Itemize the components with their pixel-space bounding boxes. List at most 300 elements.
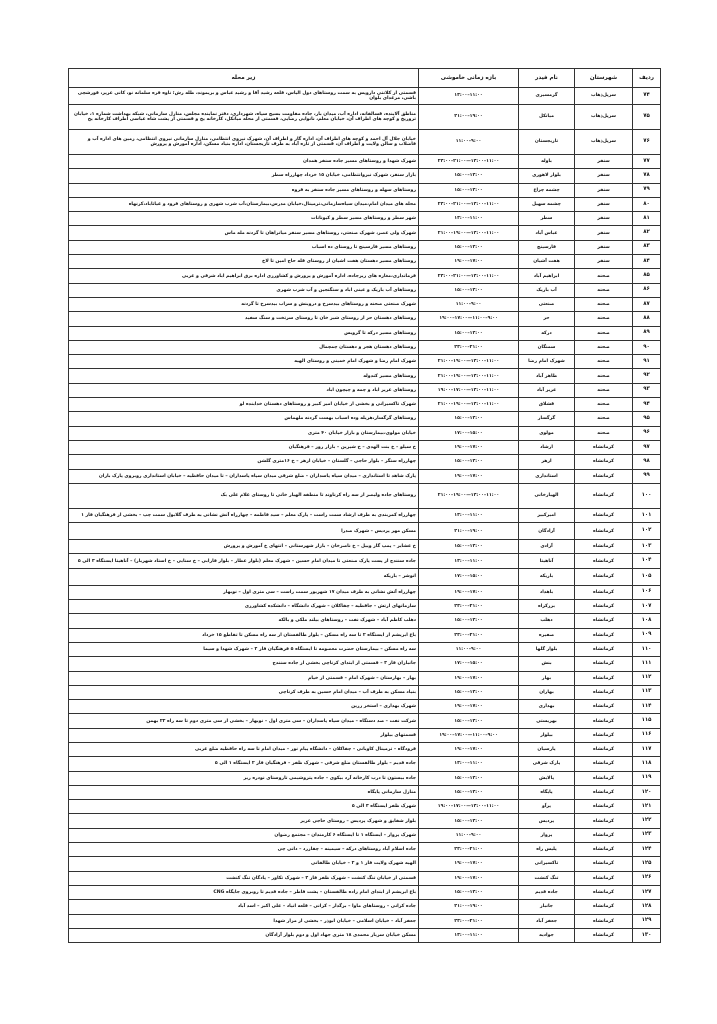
row-feeder: ارشاد — [519, 440, 575, 454]
row-feeder: فارسینج — [519, 240, 575, 254]
row-area: شرکت نفت – صد دستگاه – میدان سپاه پاسداران – سی متری اول – نوبهار – بخشی از سی متری دوم تا سه راه ۲۲ بهمن — [69, 714, 419, 728]
row-feeder: شهرک امام رضا — [519, 355, 575, 369]
row-feeder: تازیجستان — [519, 130, 575, 155]
row-time: ۲۱:۰۰–۲۳:۰۰ — [419, 340, 519, 354]
row-index: ۱۲۸ — [633, 900, 661, 914]
table-row — [69, 614, 661, 628]
header-index: ردیف — [633, 69, 661, 88]
row-time: ۱۱:۰۰–۱۳:۰۰—۱۹:۰۰–۲۱:۰۰ — [419, 226, 519, 240]
row-area: جاده کرانی – روستاهای ماوا – برگدار – کرانی – قلعه انیاد – علی اکبر – اسد آباد — [69, 900, 419, 914]
row-area: محله های میدان امام،میدان سیاه‌سازمانی،ترمینال،خیابان مدرس،بیمارستان،آب شرب شهری و روستاهای فرود و غیاثاباد،کزنهاه — [69, 197, 419, 211]
row-index: ۱۰۵ — [633, 568, 661, 585]
row-city: کرمانشاه — [575, 785, 633, 799]
row-area: جاده اسلام آباد روستاهای درکه – سیمینه – چقازرد – دانی چی — [69, 843, 419, 857]
row-city: سنقر — [575, 197, 633, 211]
row-city: سنقر — [575, 169, 633, 183]
row-area: مناطق آلاینده، قسالقانه، اداره آب، میدان بار، جاده مقاومت بسیج سپاه، شهرداری، دفتر نماینده مجلس، منازل سازمانی، شبکه بهداشت شماره ۱، خیابان تروریخ و کوچه های اطراف آن، خیابان معلم، نانوایی رضایی، قسمتی از محله میانکل، کارخانه یخ و قسمتی از پشت شاه عباسی اطراف کارخانه یخ — [69, 105, 419, 130]
row-feeder: تاکسیرانی — [519, 857, 575, 871]
table-row — [69, 600, 661, 614]
row-index: ۸۳ — [633, 240, 661, 254]
row-area: چهارراه سنگر – بلوار حاجی – گلستان – خیابان ازهر – خ ۱۶متری گلشن — [69, 455, 419, 469]
row-area: روستاهای مسیر فارسینج تا روستای ده اسباب — [69, 240, 419, 254]
row-index: ۸۲ — [633, 226, 661, 240]
row-time: ۱۱:۰۰–۱۳:۰۰—۱۹:۰۰–۲۱:۰۰ — [419, 369, 519, 383]
row-index: ۷۵ — [633, 105, 661, 130]
row-index: ۱۱۳ — [633, 685, 661, 699]
row-area: سه راه مسکن – بیمارستان حضرت معصومه تا ایستگاه ۵ فرهنگیان فاز ۲ – شهرک شهدا و سیما — [69, 642, 419, 656]
row-time: ۱۳:۰۰–۱۵:۰۰ — [419, 283, 519, 297]
row-city: سنقر — [575, 183, 633, 197]
row-time: ۱۹:۰۰–۲۱:۰۰ — [419, 900, 519, 914]
row-area: بازار سنقر، شهرک نیروانتظامی، خیابان ۱۵ خرداد چهارراه سطر — [69, 169, 419, 183]
row-index: ۱۰۱ — [633, 508, 661, 522]
row-city: صحنه — [575, 383, 633, 397]
row-feeder: جعفر آباد — [519, 914, 575, 928]
row-time: ۹:۰۰–۱۱:۰۰—۱۷:۰۰–۱۹:۰۰ — [419, 312, 519, 326]
row-feeder: جوادیه — [519, 928, 575, 942]
row-time: ۱۵:۰۰–۱۷:۰۰ — [419, 426, 519, 440]
row-time: ۲۱:۰۰–۲۳:۰۰ — [419, 914, 519, 928]
row-index: ۹۲ — [633, 369, 661, 383]
row-time: ۱۱:۰۰–۱۳:۰۰ — [419, 508, 519, 522]
row-index: ۱۲۶ — [633, 871, 661, 885]
row-index: ۱۰۶ — [633, 585, 661, 599]
row-city: کرمانشاه — [575, 714, 633, 728]
row-feeder: استانداری — [519, 469, 575, 483]
row-time: ۱۷:۰۰–۱۹:۰۰ — [419, 469, 519, 483]
row-time: ۹:۰۰–۱۱:۰۰ — [419, 642, 519, 656]
row-feeder: جاده قدیم — [519, 885, 575, 899]
row-time: ۱۳:۰۰–۱۵:۰۰ — [419, 885, 519, 899]
row-feeder: آزادی — [519, 540, 575, 554]
row-area: شهرک ظفر ایستگاه ۳ الی ۵ — [69, 800, 419, 814]
row-time: ۲۱:۰۰–۲۳:۰۰ — [419, 628, 519, 642]
row-area: چهارراه آتش نشانی به طرف میدان ۱۷ شهریور سمت راست – سی متری اول – نوبهار — [69, 585, 419, 599]
table-row — [69, 814, 661, 828]
row-area: روستاهای مسیر درکه تا گرویس — [69, 326, 419, 340]
row-index: ۹۳ — [633, 383, 661, 397]
row-time: ۱۳:۰۰–۱۵:۰۰ — [419, 714, 519, 728]
row-area: خ عشایر – پمپ گاز وییل – خ ناصرخان – بازار شهرستانی – انتهای خ آموزش و پرورش — [69, 540, 419, 554]
row-area: منازل سازمانی پایگاه — [69, 785, 419, 799]
row-city: کرمانشاه — [575, 685, 633, 699]
row-city: کرمانشاه — [575, 885, 633, 899]
row-index: ۸۴ — [633, 255, 661, 269]
row-index: ۸۷ — [633, 297, 661, 311]
row-index: ۹۷ — [633, 440, 661, 454]
table-row — [69, 900, 661, 914]
row-index: ۹۴ — [633, 398, 661, 412]
row-time: ۲۱:۰۰–۲۳:۰۰ — [419, 843, 519, 857]
table-row — [69, 412, 661, 426]
row-index: ۱۰۹ — [633, 628, 661, 642]
row-feeder: پرآو — [519, 800, 575, 814]
row-city: سرپل‌ذهاب — [575, 130, 633, 155]
row-time: ۱۳:۰۰–۱۵:۰۰ — [419, 771, 519, 785]
row-area: شهرک بهداری – استخر زرین — [69, 700, 419, 714]
table-row — [69, 885, 661, 899]
row-feeder: بنش — [519, 657, 575, 671]
row-area: بهار – بهارستان – شهرک امام – قسمتی از خیام — [69, 671, 419, 685]
table-row — [69, 568, 661, 585]
header-feeder: نام فیدر — [519, 69, 575, 88]
row-index: ۱۰۴ — [633, 554, 661, 568]
row-time: ۱۳:۰۰–۱۵:۰۰ — [419, 614, 519, 628]
row-area: باغ ابریشم از ابتدای امام زاده طالقستان – پشت فاطر – جاده قدیم تا روبروی جایگاه CNG — [69, 885, 419, 899]
row-index: ۱۱۵ — [633, 714, 661, 728]
row-city: کرمانشاه — [575, 614, 633, 628]
table-row — [69, 728, 661, 742]
row-city: سنقر — [575, 240, 633, 254]
row-city: سرپل‌ذهاب — [575, 88, 633, 105]
row-city: صحنه — [575, 355, 633, 369]
row-area: چهارراه کمربندی به طرف ارشاد سمت راست – پارک معلم – سید فاطمه – چهارراه آتش نشانی به طرف گلابول سمت چپ – بخشی از فرهنگیان فاز ۱ — [69, 508, 419, 522]
row-index: ۹۸ — [633, 455, 661, 469]
row-index: ۱۲۳ — [633, 828, 661, 842]
row-time: ۹:۰۰–۱۱:۰۰ — [419, 297, 519, 311]
row-time: ۱۳:۰۰–۱۵:۰۰ — [419, 183, 519, 197]
row-feeder: بهار — [519, 671, 575, 685]
table-row — [69, 540, 661, 554]
row-feeder: پایگاه — [519, 785, 575, 799]
row-city: صحنه — [575, 283, 633, 297]
row-city: کرمانشاه — [575, 469, 633, 483]
row-feeder: برزکراه — [519, 600, 575, 614]
table-row — [69, 326, 661, 340]
row-city: کرمانشاه — [575, 483, 633, 508]
table-row — [69, 628, 661, 642]
table-row — [69, 130, 661, 155]
row-city: صحنه — [575, 326, 633, 340]
row-index: ۱۰۲ — [633, 523, 661, 540]
row-time: ۱۱:۰۰–۱۳:۰۰ — [419, 88, 519, 105]
table-row — [69, 771, 661, 785]
row-feeder: پردیس — [519, 814, 575, 828]
row-city: کرمانشاه — [575, 728, 633, 742]
row-area: باغ ابریشم از ایستگاه ۲ تا سه راه مسکن – بلوار طالقستان از سه راه مسکن تا تقاطع ۱۵ خرداد — [69, 628, 419, 642]
table-row — [69, 240, 661, 254]
row-area: قسمتی از کلانتی داروپس به سمت روستاهای دول الیاس، قلعه رشید آقا و رشید عباس و بریموند، طله رش؛ ناوه قره سلمانه نو، کانی عزیز، قورشچی باشی، مرغدای بلوان — [69, 88, 419, 105]
row-feeder: سمنگان — [519, 340, 575, 354]
row-city: سنقر — [575, 212, 633, 226]
row-index: ۱۲۴ — [633, 843, 661, 857]
row-area: روستاهای گرگسار،هریله وده اسباب بهست گردنه ملهماس — [69, 412, 419, 426]
row-area: روستاهای سهله و روستاهای مسیر جاده سنقر به قروه — [69, 183, 419, 197]
row-city: کرمانشاه — [575, 508, 633, 522]
table-header-row — [69, 69, 661, 88]
row-area: فرمانداری،مغازه های زیرجاده، اداره آموزش و پرورش و کشاورزی اداره برق ابراهیم اباد شرقی و غربی — [69, 269, 419, 283]
table-row — [69, 523, 661, 540]
row-index: ۸۵ — [633, 269, 661, 283]
outage-table — [68, 68, 661, 943]
row-time: ۱۳:۰۰–۱۵:۰۰ — [419, 169, 519, 183]
row-city: کرمانشاه — [575, 900, 633, 914]
row-feeder: درکه — [519, 326, 575, 340]
row-area: خیابان مولوی،بیمارستان و بازار خیابان ۴۰ متری — [69, 426, 419, 440]
table-row — [69, 843, 661, 857]
row-area: قسمتهای بیلوار — [69, 728, 419, 742]
row-index: ۱۰۳ — [633, 540, 661, 554]
row-city: کرمانشاه — [575, 585, 633, 599]
row-time: ۲۱:۰۰–۲۳:۰۰ — [419, 600, 519, 614]
table-row — [69, 642, 661, 656]
row-index: ۱۰۰ — [633, 483, 661, 508]
row-area: بلوار شقایق و شهرک پردیس – روستای حاجی عزیز — [69, 814, 419, 828]
table-row — [69, 857, 661, 871]
table-row — [69, 700, 661, 714]
row-city: کرمانشاه — [575, 523, 633, 540]
row-feeder: پرواز — [519, 828, 575, 842]
row-index: ۷۷ — [633, 155, 661, 169]
row-index: ۱۲۵ — [633, 857, 661, 871]
row-area: مسکن خیابان سرباز محمدی ۱۸ متری جهاد اول و دوم بلوار آزادگان — [69, 928, 419, 942]
table-row — [69, 312, 661, 326]
row-feeder: صنعتی — [519, 297, 575, 311]
row-city: صحنه — [575, 297, 633, 311]
row-index: ۱۳۰ — [633, 928, 661, 942]
row-area: شهرک پرواز – ایستگاه ۱ تا ایستگاه ۶ کارمندان – مجتمع رضوان — [69, 828, 419, 842]
row-area: شهرک تاکسیرانی و بخشی از خیابان امیر کبیر و روستاهای دهستان خدابنده لو — [69, 398, 419, 412]
row-feeder: گرمسیری — [519, 88, 575, 105]
row-index: ۱۲۹ — [633, 914, 661, 928]
row-index: ۱۰۸ — [633, 614, 661, 628]
row-time: ۹:۰۰–۱۱:۰۰—۱۷:۰۰–۱۹:۰۰ — [419, 728, 519, 742]
row-feeder: پارسیان — [519, 742, 575, 756]
row-city: صحنه — [575, 412, 633, 426]
row-city: کرمانشاه — [575, 742, 633, 756]
row-feeder: پارک شرقی — [519, 757, 575, 771]
table-row — [69, 398, 661, 412]
row-city: کرمانشاه — [575, 871, 633, 885]
row-time: ۱۷:۰۰–۱۹:۰۰ — [419, 255, 519, 269]
row-feeder: دهلب — [519, 614, 575, 628]
row-area: شهرک امام رضا و شهرک امام خمینی و روستای الهیه — [69, 355, 419, 369]
row-feeder: بهداری — [519, 700, 575, 714]
row-feeder: پالایش — [519, 771, 575, 785]
table-row — [69, 169, 661, 183]
row-city: کرمانشاه — [575, 828, 633, 842]
row-index: ۷۶ — [633, 130, 661, 155]
row-feeder: طاهر آباد — [519, 369, 575, 383]
table-row — [69, 800, 661, 814]
row-city: سنقر — [575, 155, 633, 169]
row-feeder: بهزیستی — [519, 714, 575, 728]
row-time: ۱۱:۰۰–۱۳:۰۰ — [419, 554, 519, 568]
row-feeder: باوله — [519, 155, 575, 169]
table-row — [69, 369, 661, 383]
row-feeder: قشلاق — [519, 398, 575, 412]
row-city: کرمانشاه — [575, 814, 633, 828]
table-row — [69, 671, 661, 685]
table-row — [69, 871, 661, 885]
row-feeder: گرگسار — [519, 412, 575, 426]
row-area: قسمتی از خیابان تنگ کنشت – شهرک ظفر فاز ۳ – شهرک تکاور – پادگان تنگ کنشت — [69, 871, 419, 885]
row-index: ۱۱۹ — [633, 771, 661, 785]
row-area: مسکن مهر پردیس – شهرک صدرا — [69, 523, 419, 540]
row-feeder: جانباز — [519, 900, 575, 914]
row-time: ۱۱:۰۰–۱۳:۰۰—۱۷:۰۰–۱۹:۰۰ — [419, 800, 519, 814]
row-index: ۱۱۴ — [633, 700, 661, 714]
row-city: کرمانشاه — [575, 914, 633, 928]
row-area: روستاهای مسیر کندوله — [69, 369, 419, 383]
table-row — [69, 828, 661, 842]
row-city: کرمانشاه — [575, 628, 633, 642]
row-time: ۱۷:۰۰–۱۹:۰۰ — [419, 440, 519, 454]
row-feeder: هفت آشیان — [519, 255, 575, 269]
row-time: ۱۳:۰۰–۱۵:۰۰ — [419, 685, 519, 699]
row-index: ۸۸ — [633, 312, 661, 326]
row-index: ۱۱۷ — [633, 742, 661, 756]
row-time: ۱۱:۰۰–۱۳:۰۰ — [419, 212, 519, 226]
row-index: ۱۲۷ — [633, 885, 661, 899]
row-index: ۹۶ — [633, 426, 661, 440]
row-index: ۱۰۷ — [633, 600, 661, 614]
row-city: صحنه — [575, 369, 633, 383]
row-city: صحنه — [575, 312, 633, 326]
row-feeder: بیلوار — [519, 728, 575, 742]
table-row — [69, 88, 661, 105]
outage-schedule-sheet — [68, 68, 660, 943]
row-time: ۱۷:۰۰–۱۹:۰۰ — [419, 585, 519, 599]
table-body — [69, 88, 661, 943]
row-index: ۹۹ — [633, 469, 661, 483]
row-time: ۱۱:۰۰–۱۳:۰۰—۱۹:۰۰–۲۱:۰۰ — [419, 355, 519, 369]
row-feeder: باریکه — [519, 568, 575, 585]
row-area: روستاهای مسیر دهستان هفت اشیان از روستای قله حاج امین تا لاخ — [69, 255, 419, 269]
row-city: کرمانشاه — [575, 554, 633, 568]
row-time: ۱۱:۰۰–۱۳:۰۰—۲۱:۰۰–۲۳:۰۰ — [419, 269, 519, 283]
row-city: صحنه — [575, 340, 633, 354]
row-time: ۱۳:۰۰–۱۵:۰۰ — [419, 412, 519, 426]
row-index: ۷۹ — [633, 183, 661, 197]
row-time: ۱۱:۰۰–۱۳:۰۰ — [419, 757, 519, 771]
row-time: ۱۳:۰۰–۱۵:۰۰ — [419, 785, 519, 799]
row-time: ۱۱:۰۰–۱۳:۰۰—۲۱:۰۰–۲۳:۰۰ — [419, 155, 519, 169]
row-time: ۹:۰۰–۱۱:۰۰ — [419, 828, 519, 842]
row-city: صحنه — [575, 269, 633, 283]
row-area: انوشر – باریکه — [69, 568, 419, 585]
row-time: ۱۱:۰۰–۱۳:۰۰—۲۱:۰۰–۲۳:۰۰ — [419, 197, 519, 211]
table-row — [69, 105, 661, 130]
row-index: ۱۱۲ — [633, 671, 661, 685]
row-time: ۱۷:۰۰–۱۹:۰۰ — [419, 857, 519, 871]
row-city: کرمانشاه — [575, 455, 633, 469]
row-time: ۱۱:۰۰–۱۳:۰۰—۱۷:۰۰–۱۹:۰۰ — [419, 383, 519, 397]
row-feeder: بهاران — [519, 685, 575, 699]
row-index: ۱۲۱ — [633, 800, 661, 814]
table-row — [69, 269, 661, 283]
row-city: کرمانشاه — [575, 857, 633, 871]
table-row — [69, 283, 661, 297]
row-time: ۱۳:۰۰–۱۵:۰۰ — [419, 240, 519, 254]
row-area: بنیاد مسکن به طرف آب – میدان امام حسین به طرف کرناچی — [69, 685, 419, 699]
table-row — [69, 212, 661, 226]
row-index: ۱۱۱ — [633, 657, 661, 671]
table-row — [69, 483, 661, 508]
row-area: فرودگاه – ترمینال کاوبانی – چقاکلان – دانشگاه پیام نور – میدان امام تا سه راه حافظیه ضلع غربی — [69, 742, 419, 756]
row-feeder: سطر — [519, 212, 575, 226]
row-time: ۱۱:۰۰–۱۳:۰۰—۱۹:۰۰–۲۱:۰۰ — [419, 483, 519, 508]
row-city: کرمانشاه — [575, 843, 633, 857]
row-area: شهرک شهدا و روستاهای مسیر جاده سنقر همدان — [69, 155, 419, 169]
row-time: ۱۱:۰۰–۱۳:۰۰—۱۹:۰۰–۲۱:۰۰ — [419, 398, 519, 412]
row-index: ۸۹ — [633, 326, 661, 340]
row-feeder: بلوار گلها — [519, 642, 575, 656]
row-index: ۱۲۰ — [633, 785, 661, 799]
row-index: ۷۴ — [633, 88, 661, 105]
table-row — [69, 585, 661, 599]
row-time: ۱۳:۰۰–۱۵:۰۰ — [419, 540, 519, 554]
row-time: ۱۹:۰۰–۲۱:۰۰ — [419, 523, 519, 540]
row-index: ۹۵ — [633, 412, 661, 426]
header-city: شهرستان — [575, 69, 633, 88]
row-area: خ سیلو – خ بنت الهدی – خ شیرین – بازار روز – فرهنگیان — [69, 440, 419, 454]
row-city: کرمانشاه — [575, 568, 633, 585]
table-row — [69, 340, 661, 354]
row-city: کرمانشاه — [575, 440, 633, 454]
row-area: شهرک ولی عصر، شهرک صنعتی، روستاهای مسیر سنقر میانراهان تا گردنه مله ماس — [69, 226, 419, 240]
table-row — [69, 508, 661, 522]
row-feeder: آزادگان — [519, 523, 575, 540]
row-city: کرمانشاه — [575, 700, 633, 714]
row-area: خیابان جلال آل احمد و کوچه های اطراف آن، اداره گاز و اطراف آن، شهرک نیروی انتظامی، منازل سازمانی نیروی انتظامی، زمین های اداره آب و فاضلاب و سالن ولایت و اطراف آن، قسمتی از تازه آباد به طرف تازیجستان، اداره بنیاد مسکن، اداره آموزش و پرورش — [69, 130, 419, 155]
row-feeder: پلیس راه — [519, 843, 575, 857]
row-area: پارک شاهد تا استانداری – میدان سپاه پاسداران – ضلع شرقی میدان سپاه پاسداران – تا میدان حافظیه – خیابان استانداری روبروی پارک بازان — [69, 469, 419, 483]
row-area: شهر سطر و روستاهای مسیر سطر و کیوناتات — [69, 212, 419, 226]
row-index: ۱۲۲ — [633, 814, 661, 828]
table-row — [69, 426, 661, 440]
row-time: ۱۷:۰۰–۱۹:۰۰ — [419, 871, 519, 885]
row-feeder: آناهیتا — [519, 554, 575, 568]
row-area: دهلب کاظم آباد – شهرک نفت – روستاهای بیلند ملکی و بالکه — [69, 614, 419, 628]
row-time: ۱۷:۰۰–۱۹:۰۰ — [419, 700, 519, 714]
table-row — [69, 155, 661, 169]
row-feeder: تنگ کنشت — [519, 871, 575, 885]
row-area: روستاهای عزیز اباد و چمه و چیچون اباد — [69, 383, 419, 397]
row-area: سازمانهای ارتش – جافطیه – چقاکلان – شهرک دانشگاه – دانشکده کشاورزی — [69, 600, 419, 614]
row-feeder: آب باریک — [519, 283, 575, 297]
table-row — [69, 197, 661, 211]
row-city: صحنه — [575, 398, 633, 412]
table-row — [69, 355, 661, 369]
table-row — [69, 226, 661, 240]
row-feeder: ازهر — [519, 455, 575, 469]
table-row — [69, 297, 661, 311]
row-feeder: الهیارخانی — [519, 483, 575, 508]
row-area: جاده بیستون تا درب کارخانه آرد بیکوی – جاده پتروشیمی تاروستای نودره ریز — [69, 771, 419, 785]
table-row — [69, 742, 661, 756]
row-feeder: عزیز آباد — [519, 383, 575, 397]
row-city: کرمانشاه — [575, 757, 633, 771]
row-time: ۱۳:۰۰–۱۵:۰۰ — [419, 814, 519, 828]
row-feeder: چشمه چراغ — [519, 183, 575, 197]
table-row — [69, 383, 661, 397]
header-area: زیر محله — [69, 69, 419, 88]
row-index: ۸۶ — [633, 283, 661, 297]
row-area: شهرک صنعتی صحنه و روستاهای بیدسرخ و دروبنش و سراب بیدسرخ تا گردنه — [69, 297, 419, 311]
row-time: ۹:۰۰–۱۱:۰۰ — [419, 130, 519, 155]
table-row — [69, 757, 661, 771]
row-index: ۸۰ — [633, 197, 661, 211]
row-area: جاده قدیم – بلوار طالقستان ضلع شرقی – شهرک ظفر – فرهنگیان فاز ۲ ایستگاه ۱ الی ۵ — [69, 757, 419, 771]
row-feeder: میانکل — [519, 105, 575, 130]
table-row — [69, 714, 661, 728]
row-index: ۱۱۶ — [633, 728, 661, 742]
table-row — [69, 469, 661, 483]
row-feeder: مولوی — [519, 426, 575, 440]
row-feeder: ابراهیم آباد — [519, 269, 575, 283]
table-row — [69, 928, 661, 942]
